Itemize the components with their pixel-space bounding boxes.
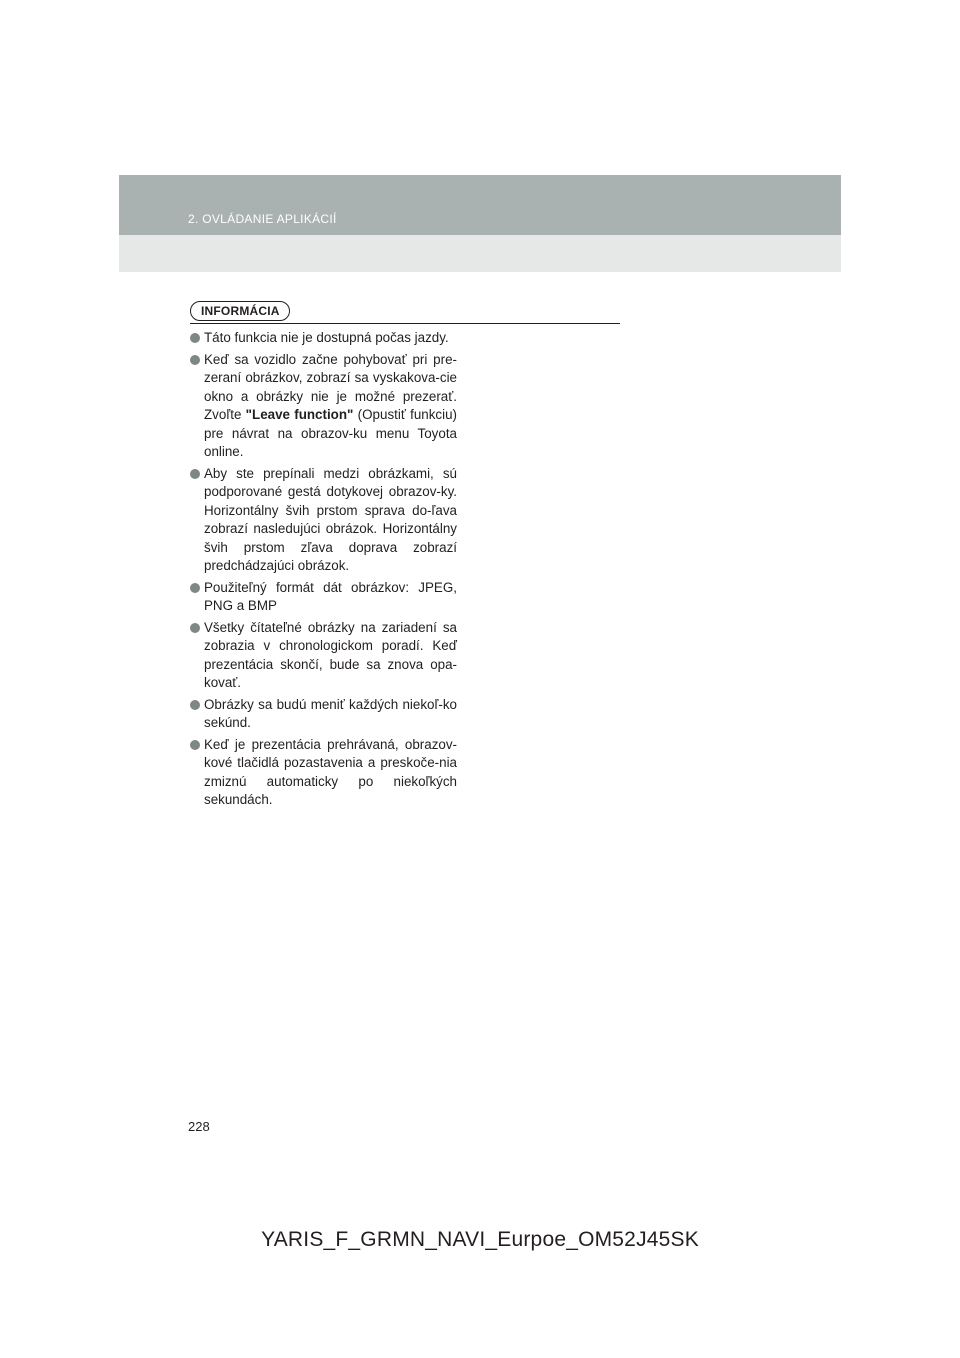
info-rule [190, 323, 620, 324]
bullet-text: Keď je prezentácia prehrávaná, obrazov-kové tlačidlá pozastavenia a preskoče-nia zmiznú automaticky po niekoľkých sekundách. [204, 736, 457, 807]
bullet-text: Použiteľný formát dát obrázkov: JPEG, PNG a BMP [204, 579, 457, 613]
bullet-text: Všetky čítateľné obrázky na zariadení sa zobrazia v chronologickom poradí. Keď prezentácia skončí, bude sa znova opa-kovať. [204, 619, 457, 690]
list-item [190, 696, 457, 733]
bullet-icon [190, 583, 200, 593]
bullet-text: Táto funkcia nie je dostupná počas jazdy. [204, 330, 449, 345]
section-title: 2. OVLÁDANIE APLIKÁCIÍ [188, 212, 337, 226]
document-code: YARIS_F_GRMN_NAVI_Eurpoe_OM52J45SK [261, 1228, 699, 1251]
bullet-icon [190, 355, 200, 365]
bullet-text: Keď sa vozidlo začne pohybovať pri pre-zeraní obrázkov, zobrazí sa vyskakova-cie okno a obrázky nie je možné prezerať. Zvoľte [204, 351, 457, 422]
list-item [190, 329, 457, 348]
page-number: 228 [188, 1119, 210, 1134]
list-item [190, 579, 457, 616]
header-strip [119, 235, 841, 272]
bullet-icon [190, 333, 200, 343]
info-box [190, 301, 457, 813]
list-item [190, 465, 457, 576]
info-label: INFORMÁCIA [190, 301, 290, 321]
bullet-icon [190, 469, 200, 479]
bullet-text: Aby ste prepínali medzi obrázkami, sú podporované gestá dotykovej obrazov-ky. Horizontálny švih prstom sprava do-ľava zobrazí nasledujúci obrázok. Horizontálny švih prstom zľava doprava zobrazí predchádzajúci obrázok. [204, 465, 457, 573]
list-item [190, 351, 457, 462]
header-band [119, 175, 841, 235]
info-bullet-list [190, 329, 457, 810]
list-item [190, 736, 457, 810]
bullet-text: Obrázky sa budú meniť každých niekoľ-ko sekúnd. [204, 696, 457, 730]
leave-function-label: "Leave function" [245, 407, 354, 422]
bullet-text-continued: (Opustiť funkciu) pre návrat na obrazov-ku menu Toyota online. [204, 407, 457, 459]
bullet-icon [190, 623, 200, 633]
bullet-icon [190, 740, 200, 750]
list-item [190, 619, 457, 693]
bullet-icon [190, 700, 200, 710]
